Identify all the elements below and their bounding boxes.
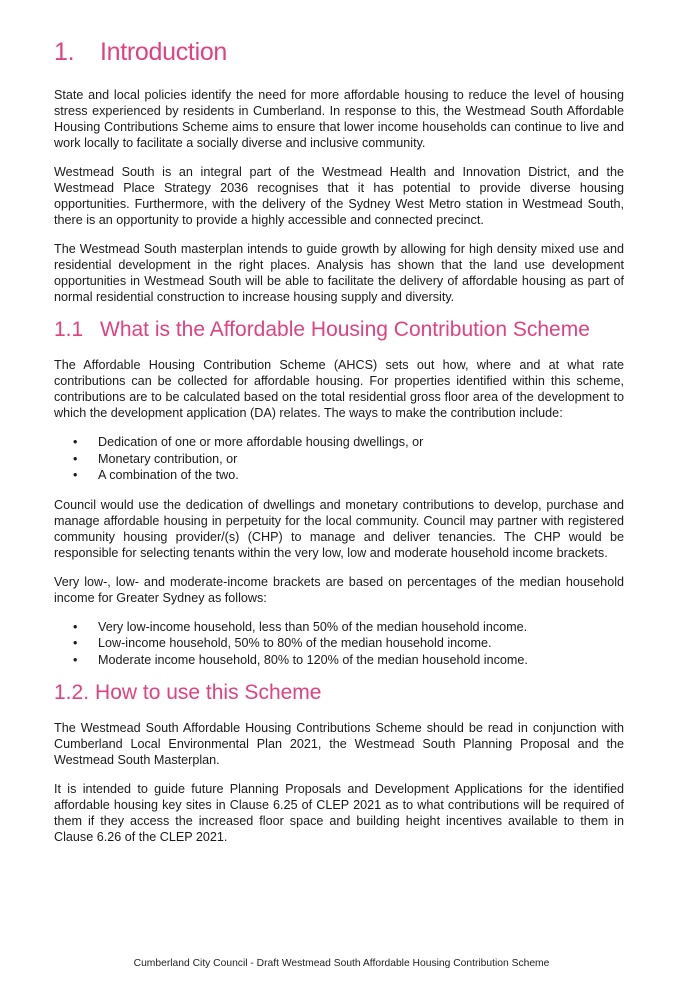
list-item (54, 652, 624, 669)
ahcs-paragraph-2: Council would use the dedication of dwellings and monetary contributions to develop, purchase and manage affordable housing in perpetuity for the local community. Council may partner with registered community housing provider/(s) (CHP) to manage and deliver tenancies. The CHP would be responsible for selecting tenants within the very low, low and moderate household income brackets. (54, 497, 624, 560)
list-item-text: Monetary contribution, or (98, 451, 238, 466)
bullet-icon: • (73, 652, 78, 667)
section-1-title: Introduction (100, 38, 228, 66)
usage-paragraph-1: The Westmead South Affordable Housing Contributions Scheme should be read in conjunction with Cumberland Local Environmental Plan 2021, the Westmead South Planning Proposal and the Westmead South Masterplan. (54, 721, 624, 767)
bullet-icon: • (73, 636, 78, 650)
list-item (54, 619, 624, 636)
intro-paragraph-2: Westmead South is an integral part of the Westmead Health and Innovation District, and the Westmead Place Strategy 2036 recognises that it has potential to provide diverse housing opportunities. Furthermore, with the delivery of the Sydney West Metro station in Westmead South, there is an opportunity to provide a highly accessible and connected precinct. (54, 165, 624, 227)
list-item (54, 434, 624, 451)
page-footer: Cumberland City Council - Draft Westmead South Affordable Housing Contribution Scheme (133, 958, 550, 969)
section-1-number: 1. (54, 38, 75, 66)
income-brackets-list (54, 619, 624, 669)
list-item (54, 451, 624, 468)
list-item-text: A combination of the two. (98, 468, 239, 482)
ahcs-paragraph-3: Very low-, low- and moderate-income brackets are based on percentages of the median household income for Greater Sydney as follows: (54, 574, 624, 605)
list-item-text: Low-income household, 50% to 80% of the median household income. (98, 636, 492, 650)
section-1-2-heading (54, 681, 624, 705)
section-1-1-number: 1.1 (54, 318, 84, 341)
ahcs-paragraph-1: The Affordable Housing Contribution Scheme (AHCS) sets out how, where and at what rate contributions can be collected for affordable housing. For properties identified within this scheme, contributions are to be calculated based on the total residential gross floor area of the development to which the development application (DA) relates. The ways to make the contribution include: (54, 358, 624, 420)
intro-paragraph-1: State and local policies identify the need for more affordable housing to reduce the level of housing stress experienced by residents in Cumberland. In response to this, the Westmead South Affordable Housing Contributions Scheme aims to ensure that lower income households can continue to live and work locally to facilitate a socially diverse and inclusive community. (54, 88, 624, 150)
usage-paragraph-2: It is intended to guide future Planning Proposals and Development Applications for the identified affordable housing key sites in Clause 6.25 of CLEP 2021 as to what contributions will be required of them if they access the increased floor space and building height incentives available to them in Clause 6.26 of the CLEP 2021. (54, 782, 624, 844)
bullet-icon: • (73, 619, 78, 634)
section-1-heading (54, 38, 624, 67)
section-1-2-number: 1.2. (54, 681, 90, 704)
list-item-text: Dedication of one or more affordable housing dwellings, or (98, 435, 424, 449)
section-1-1-title: What is the Affordable Housing Contribution Scheme (100, 318, 590, 341)
bullet-icon: • (73, 468, 78, 482)
list-item-text: Very low-income household, less than 50% of the median household income. (98, 619, 528, 634)
intro-paragraph-3: The Westmead South masterplan intends to guide growth by allowing for high density mixed use and residential development in the right places. Analysis has shown that the land use development opportunities in Westmead South will be able to facilitate the delivery of affordable housing as part of normal residential construction to increase housing supply and diversity. (54, 242, 624, 304)
bullet-icon: • (73, 451, 78, 466)
bullet-icon: • (73, 435, 78, 449)
list-item-text: Moderate income household, 80% to 120% of the median household income. (98, 652, 528, 667)
document-page (54, 38, 624, 858)
list-item (54, 635, 624, 652)
section-1-2-title: How to use this Scheme (95, 681, 322, 704)
contribution-methods-list (54, 434, 624, 484)
section-1-1-heading (54, 318, 624, 342)
list-item (54, 467, 624, 484)
